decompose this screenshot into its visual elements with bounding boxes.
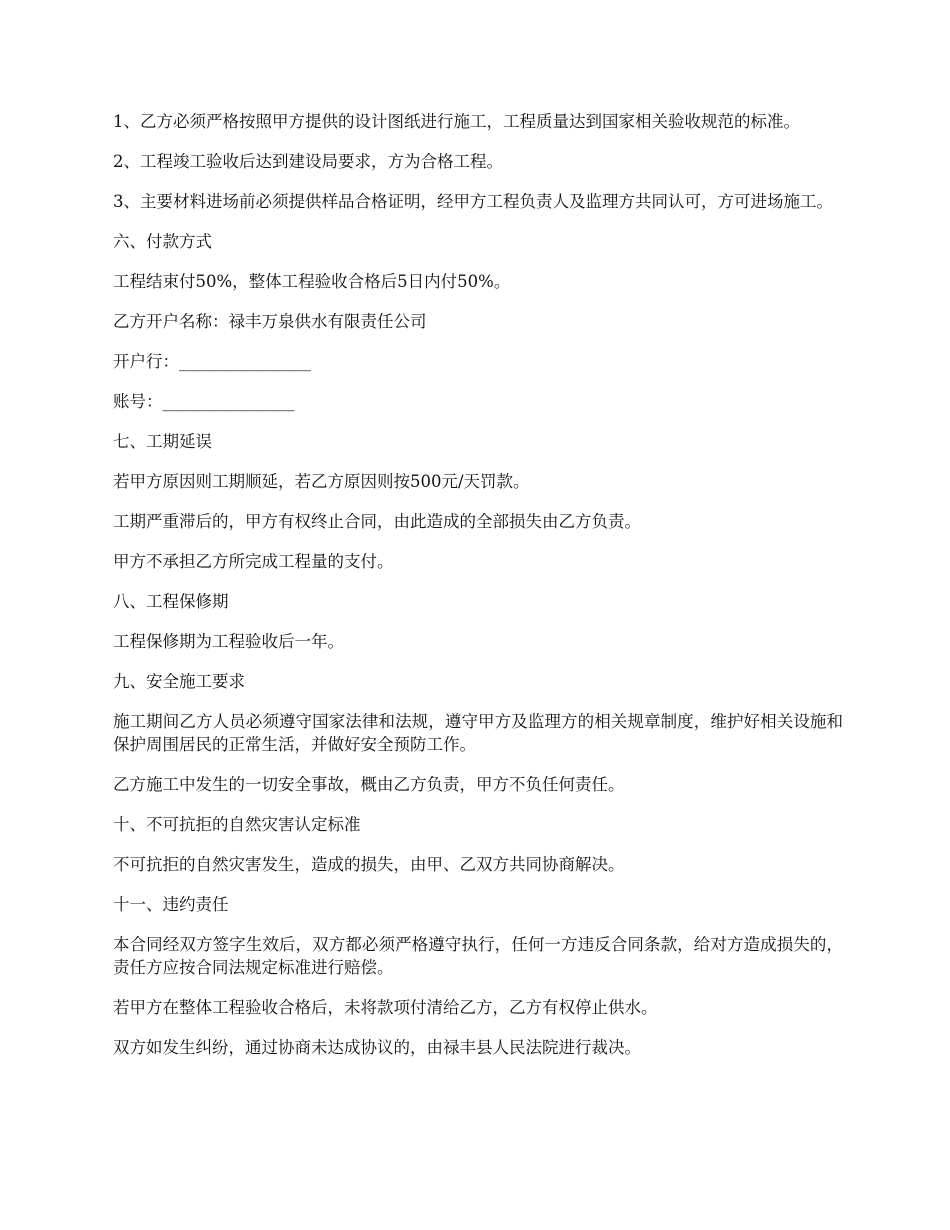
account-number-field: 账号：________________ bbox=[113, 392, 295, 411]
delay-nonpayment: 甲方不承担乙方所完成工程量的支付。 bbox=[113, 552, 394, 571]
section-heading-payment: 六、付款方式 bbox=[113, 232, 212, 251]
section-heading-force-majeure: 十、不可抗拒的自然灾害认定标准 bbox=[113, 815, 361, 834]
clause-quality-standard: 1、乙方必须严格按照甲方提供的设计图纸进行施工，工程质量达到国家相关验收规范的标准。 bbox=[113, 112, 800, 131]
section-heading-safety: 九、安全施工要求 bbox=[113, 672, 245, 691]
delay-termination: 工期严重滞后的，甲方有权终止合同，由此造成的全部损失由乙方负责。 bbox=[113, 512, 641, 531]
clause-materials: 3、主要材料进场前必须提供样品合格证明，经甲方工程负责人及监理方共同认可，方可进场施工。 bbox=[113, 192, 833, 211]
safety-requirements: 施工期间乙方人员必须遵守国家法律和法规，遵守甲方及监理方的相关规章制度，维护好相关设施和保护周围居民的正常生活，并做好安全预防工作。 bbox=[113, 712, 843, 754]
breach-stop-supply: 若甲方在整体工程验收合格后，未将款项付清给乙方，乙方有权停止供水。 bbox=[113, 998, 658, 1017]
dispute-resolution: 双方如发生纠纷，通过协商未达成协议的，由禄丰县人民法院进行裁决。 bbox=[113, 1038, 641, 1057]
bank-field: 开户行：________________ bbox=[113, 352, 311, 371]
account-name: 乙方开户名称：禄丰万泉供水有限责任公司 bbox=[113, 312, 427, 331]
safety-liability: 乙方施工中发生的一切安全事故，概由乙方负责，甲方不负任何责任。 bbox=[113, 775, 625, 794]
payment-terms: 工程结束付50%，整体工程验收合格后5日内付50%。 bbox=[113, 272, 511, 291]
section-heading-warranty: 八、工程保修期 bbox=[113, 592, 229, 611]
warranty-period: 工程保修期为工程验收后一年。 bbox=[113, 632, 344, 651]
document-body bbox=[113, 110, 843, 1076]
delay-penalty: 若甲方原因则工期顺延，若乙方原因则按500元/天罚款。 bbox=[113, 472, 530, 491]
clause-acceptance: 2、工程竣工验收后达到建设局要求，方为合格工程。 bbox=[113, 152, 503, 171]
section-heading-breach: 十一、违约责任 bbox=[113, 895, 229, 914]
section-heading-delay: 七、工期延误 bbox=[113, 432, 212, 451]
breach-compensation: 本合同经双方签字生效后，双方都必须严格遵守执行，任何一方违反合同条款，给对方造成损失的，责任方应按合同法规定标准进行赔偿。 bbox=[113, 935, 843, 977]
force-majeure-terms: 不可抗拒的自然灾害发生，造成的损失，由甲、乙双方共同协商解决。 bbox=[113, 855, 625, 874]
